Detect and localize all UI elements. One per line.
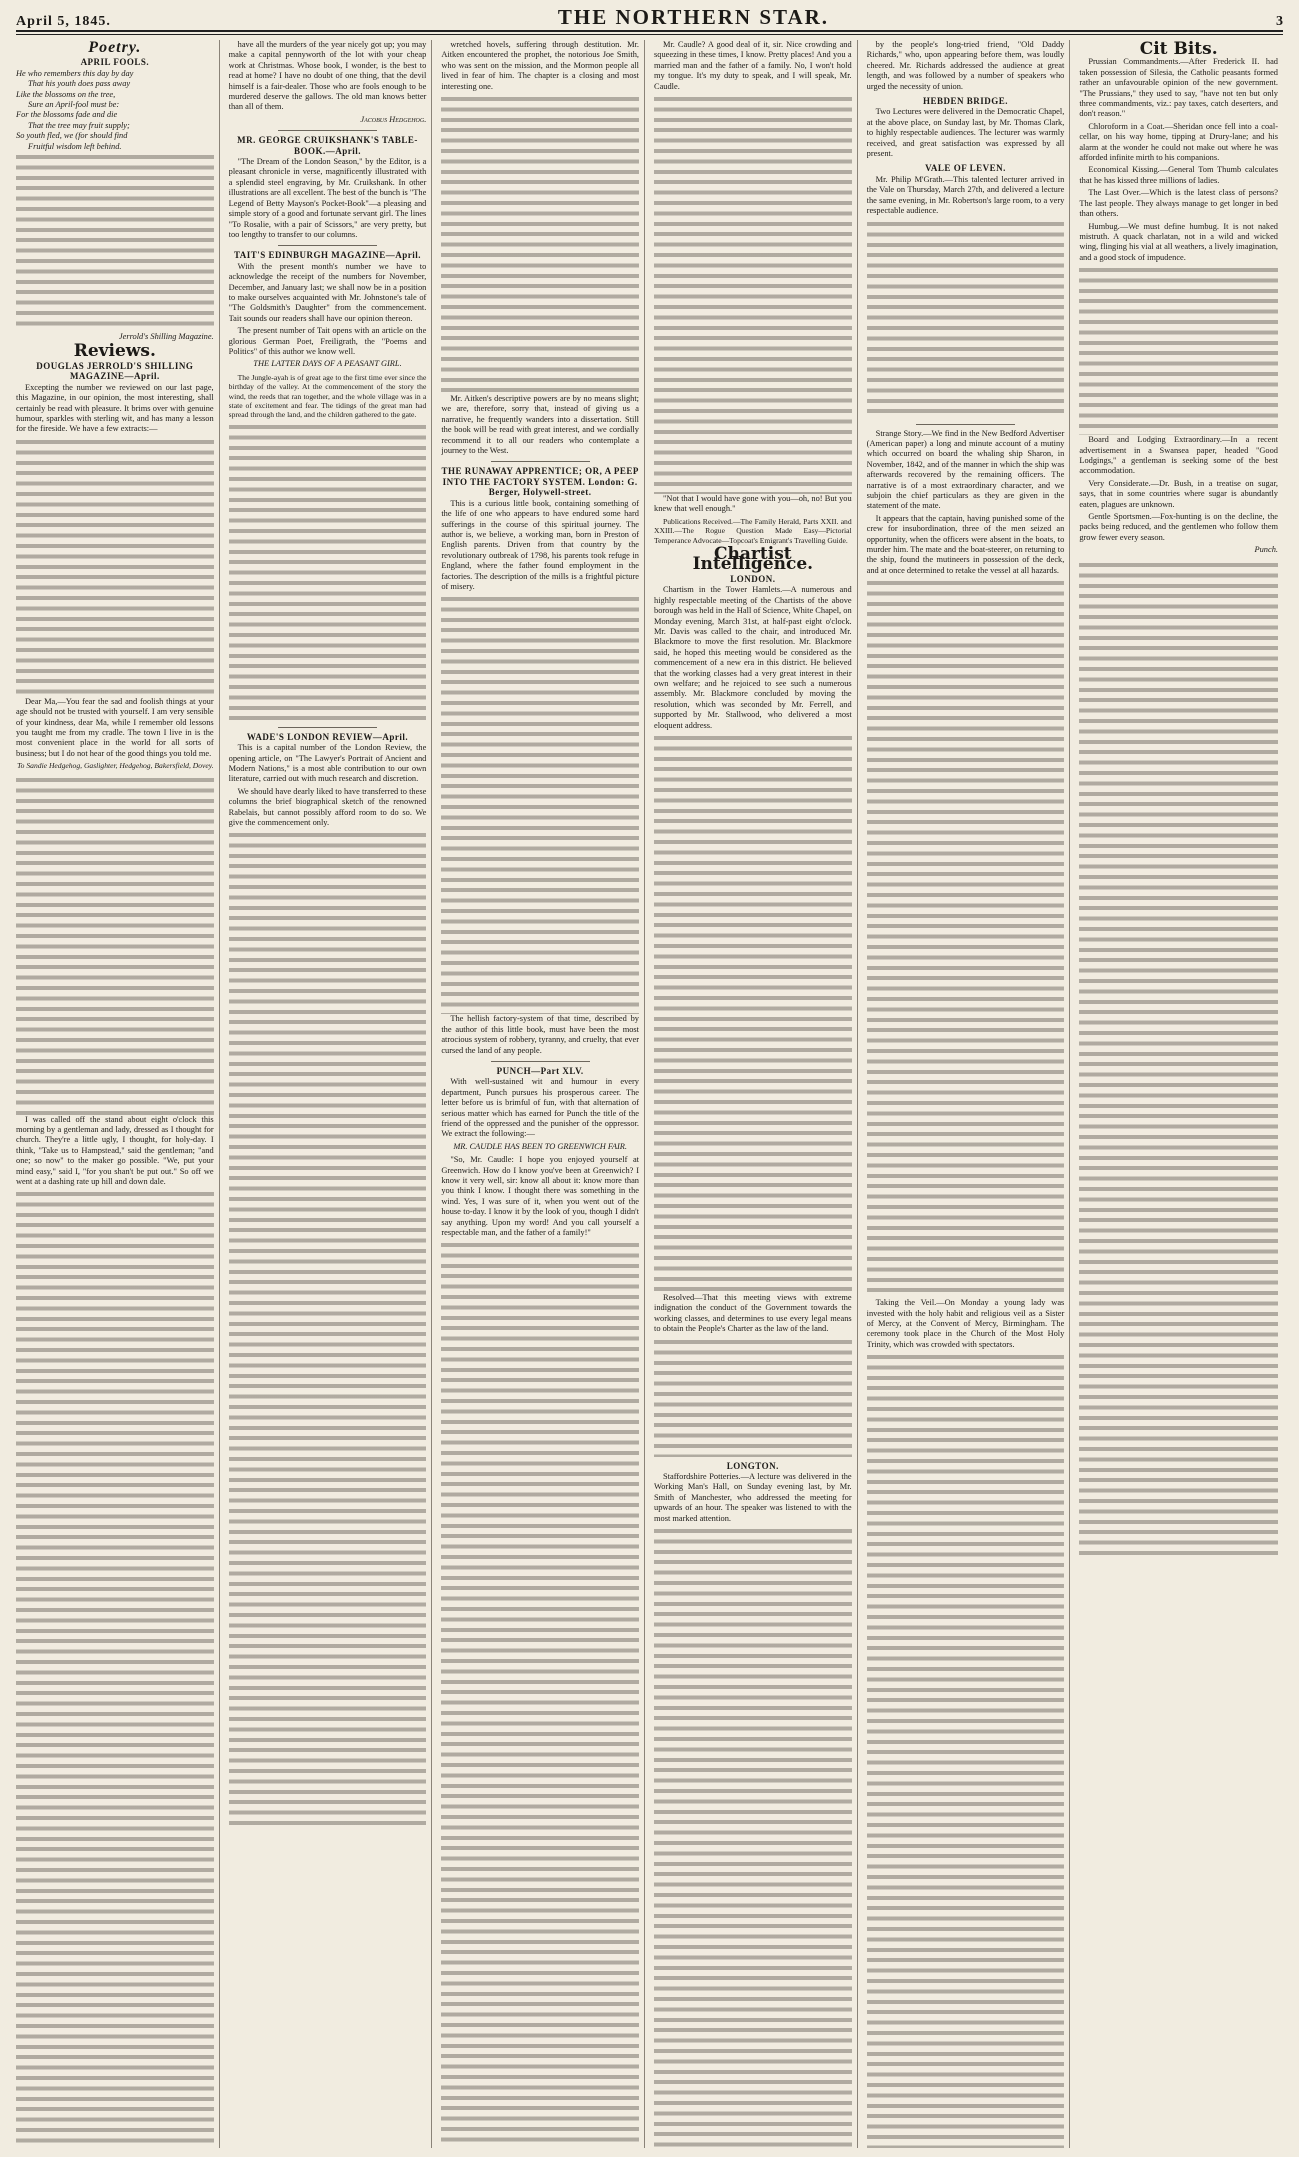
text-block	[654, 1526, 852, 2148]
columns	[16, 40, 1283, 2148]
review-title: DOUGLAS JERROLD'S SHILLING MAGAZINE—April.	[36, 360, 194, 382]
section-heading-reviews: Reviews.	[73, 341, 156, 362]
article-paragraph: "So, Mr. Caudle: I hope you enjoyed yourself at Greenwich. How do I know you've been at Greenwich? I know it very well, sir: know all about it: know more than you think I know. I thought there was something in the wind. Yes, I was sure of it, when you went out of the house to-day. I know it by the look of you, though I didn't say anything. Upon my word! And you call yourself a respectable man, and the father of a family!"	[441, 1155, 639, 1238]
location-heading: VALE OF LEVEN.	[925, 163, 1006, 174]
page-number: 3	[1276, 14, 1283, 29]
text-block	[441, 594, 639, 1014]
column-4	[654, 40, 858, 2148]
tit-bit-attribution: Punch.	[1254, 545, 1278, 555]
column-5	[867, 40, 1071, 2148]
text-block	[654, 733, 852, 1293]
signature: Jacobus Hedgehog.	[360, 114, 427, 124]
article-paragraph: With well-sustained wit and humour in every department, Punch pursues his prosperous career. The letter before us is brimful of fun, with that alternation of serious matter which has earned for Punch the title of the friend of the oppressed and the punisher of the oppressor. We extract the following:—	[441, 1077, 639, 1139]
tit-bit: Prussian Commandments.—After Frederick II. had taken possession of Silesia, the Catholic peasants formed rather an unfavourable opinion of the new government. "The Prussians," they used to say, "have not ten but only three commandments, viz.: pay taxes, catch deserters, and don't reason."	[1079, 57, 1278, 119]
column-2	[229, 40, 433, 2148]
divider	[278, 727, 377, 728]
article-paragraph: Strange Story.—We find in the New Bedford Advertiser (American paper) a long and minute account of a mutiny which occurred on board the whaling ship Sharon, in November, 1842, and of the manner in which the ship was afterwards recovered by the remaining officers. The narrative is of a most extraordinary character, and we subjoin the chief particulars as they are given in the statement of the mate.	[866, 428, 1065, 511]
text-block	[654, 94, 852, 494]
divider	[491, 1061, 590, 1062]
tit-bit: Humbug.—We must define humbug. It is not naked mistruth. A quack charlatan, not in a wild and wicked wing, flinging his vial at all weathers, a lively imagination, and a good stock of impudence.	[1079, 221, 1278, 262]
divider	[491, 461, 590, 462]
article-paragraph: We should have dearly liked to have transferred to these columns the brief biographical sketch of the renowned Rabelais, but cannot possibly afford room to do so. We give the commencement only.	[228, 786, 427, 828]
publications-received: Publications Received.—The Family Herald, Parts XXII. and XXIII.—The Rogue Question Made Easy—Pictorial Temperance Advocate—Topcoat's Emigrant's Travelling Guide.	[654, 516, 852, 545]
poem-line: That the tree may fruit supply;	[28, 120, 130, 130]
article-paragraph: have all the murders of the year nicely got up; you may make a capital pennyworth of the lot with your cheap work at Christmas. Whose book, I wonder, is the best to read at home? I have no doubt of one thing, that the devil himself is a fair-dealer. Those who are fools enough to be murdered deserve the gallows. The old man knows better than all of them.	[228, 40, 427, 112]
location-heading: LONGTON.	[726, 1460, 779, 1471]
tit-bit: Economical Kissing.—General Tom Thumb calculates that he has kissed three millions of ladies.	[1079, 165, 1278, 185]
tit-bit: Very Considerate.—Dr. Bush, in a treatise on sugar, says, that in some countries where sugar is abundantly eaten, plagues are unknown.	[1079, 478, 1278, 509]
poem-attribution: Jerrold's Shilling Magazine.	[118, 332, 214, 342]
review-paragraph: Dear Ma,—You fear the sad and foolish things at your age should not be trusted with yourself. I am very sensible of your kindness, dear Ma, while I remember old lessons you taught me from my cradle. The town I live in is the most convenient place in the world for all sorts of business; but I do not hear of the good things you told me.	[16, 696, 214, 758]
tit-bit: The Last Over.—Which is the latest class of persons? The last people. They always manage to get longer in bed than others.	[1079, 188, 1278, 219]
poem-line: Like the blossoms on the tree,	[16, 89, 116, 99]
column-1	[16, 40, 220, 2148]
letter-attribution: To Sandie Hedgehog, Gaslighter, Hedgehog, Bakersfield, Dovey.	[17, 761, 214, 771]
poem-line: So youth fled, we (for should find	[16, 131, 128, 141]
text-block	[16, 775, 214, 1115]
article-heading: PUNCH—Part XLV.	[496, 1065, 584, 1076]
article-heading: TAIT'S EDINBURGH MAGAZINE—April.	[233, 250, 422, 261]
poem-line: Fruitful wisdom left behind.	[28, 141, 122, 151]
poem-line: He who remembers this day by day	[16, 68, 134, 78]
column-3	[441, 40, 645, 2148]
masthead	[16, 6, 1283, 32]
text-block	[441, 94, 639, 394]
divider	[278, 130, 377, 131]
text-block	[229, 422, 427, 722]
article-paragraph: Staffordshire Potteries.—A lecture was delivered in the Working Man's Hall, on Sunday evening last, by Mr. Smith of Manchester, who addressed the meeting for upwards of an hour. The speaker was listened to with the most marked attention.	[654, 1472, 852, 1523]
article-paragraph: Mr. Philip M'Grath.—This talented lecturer arrived in the Vale on Thursday, March 27th, and delivered a lecture the same evening, in Mr. Robertson's large room, to a very respectable audience.	[866, 174, 1065, 216]
text-block	[654, 1337, 852, 1457]
article-paragraph: The present number of Tait opens with an article on the glorious German Poet, Freiligrath, the "Poems and Politics" of this author we know well.	[228, 326, 427, 356]
article-paragraph: Taking the Veil.—On Monday a young lady was invested with the holy habit and religious veil as a Sister of Mercy, at the Convent of Mercy, Birmingham. The ceremony took place in the Church of the Most Holy Trinity, which was crowded with spectators.	[866, 1298, 1065, 1349]
article-paragraph: "Not that I would have gone with you—oh, no! But you knew that well enough."	[654, 494, 852, 514]
text-block	[16, 1189, 214, 2148]
tit-bit: Chloroform in a Coat.—Sheridan once fell into a coal-cellar, on his way home, tipping at Drury-lane; and his alarm at the wonder he could not make out where he was afforded infinite mirth to his companions.	[1079, 121, 1278, 163]
article-paragraph: wretched hovels, suffering through destitution. Mr. Aitken encountered the prophet, the notorious Joe Smith, who was sent on the mission, and the Mormon people all lived in fear of him. The chapter is a closing and most interesting one.	[441, 40, 639, 91]
poem	[16, 69, 214, 152]
text-block	[229, 830, 427, 1830]
text-block	[867, 1352, 1065, 2148]
article-paragraph: Two Lectures were delivered in the Democratic Chapel, at the above place, on Sunday last, by Mr. Thomas Clark, to highly respectable audiences. The lecturer was warmly received, and great satisfaction was expressed by all present.	[866, 107, 1065, 159]
article-paragraph: The hellish factory-system of that time, described by the author of this little book, must have been the most atrocious system of robbery, tyranny, and cruelty, that ever cursed the land of any people.	[441, 1014, 639, 1055]
column-6	[1079, 40, 1283, 2148]
article-paragraph: by the people's long-tried friend, "Old Daddy Richards," who, upon appearing before them, was loudly cheered. Mr. Richards addressed the audience at great length, and was followed by a number of speakers who urged the necessity of union.	[866, 40, 1065, 91]
article-paragraph: The Jungle-ayah is of great age to the first time ever since the birthday of the valley. At the commencement of the story the wind, the reeds that ran together, and the whole village was in a state of excitement and fear. The tidings of the great man had spread through the land, and the children gathered to the gate.	[228, 372, 427, 420]
location-heading: LONDON.	[730, 573, 776, 584]
article-paragraph: With the present month's number we have to acknowledge the receipt of the numbers for November, December, and January last; we shall now be in a position to make ourselves acquainted with Mr. Johnstone's tale of "The Goldsmith's Daughter" from the commencement. Tait sounds our readers shall have our opinion thereon.	[228, 261, 427, 323]
review-paragraph: I was called off the stand about eight o'clock this morning by a gentleman and lady, dressed as I thought for church. They're a little ugly, I thought, for holy-day. I think, "Take us to Hampstead," said the gentleman; "and one; so now" to the maker go possible. "We, put your mind easy," said I, "for you shan't be put out." So off we went at a dashing rate up hill and down dale.	[16, 1114, 214, 1186]
poem-line: That his youth does pass away	[28, 79, 131, 89]
review-paragraph: Excepting the number we reviewed on our last page, this Magazine, in our opinion, the most interesting, shall certainly be read with pleasure. It brims over with genuine humour, sparkles with sterling wit, and has many a lesson for the fireside. We have a few extracts:—	[16, 382, 214, 434]
text-block	[867, 578, 1065, 1298]
tit-bit: Gentle Sportsmen.—Fox-hunting is on the decline, the packs being reduced, and the gentlemen who follow them grow fewer every season.	[1079, 511, 1278, 542]
article-paragraph: Chartism in the Tower Hamlets.—A numerous and highly respectable meeting of the Chartists of the above borough was held in the Hall of Science, White Chapel, on Monday evening, March 31st, at half-past eight o'clock. Mr. Davis was called to the chair, and introduced Mr. Blackmore to move the first resolution. Mr. Blackmore said, he hoped this meeting would be considered as the commencement of a new era in this district. He believed that the working classes had a very great interest in their own welfare; and he rejoiced to see such a numerous assembly. Mr. Blackmore concluded by moving the resolution, which was seconded by Mr. Ferrell, and supported by Mr. Stallwood, who delivered a most eloquent address.	[654, 585, 852, 730]
article-paragraph: This is a curious little book, containing something of the life of one who appears to have endured some hard sufferings in the course of this spiritual journey. The author is, we believe, a working man, born in Preston of English parents. Driven from that country by the revolutionary outbreak of 1798, his parents took refuge in England, where the father found employment in the factories. The description of the mills is a frightful picture of misery.	[441, 498, 639, 591]
section-heading-tit-bits: Cit Bits.	[1139, 40, 1218, 59]
issue-date: April 5, 1845.	[16, 14, 111, 29]
text-block	[867, 219, 1065, 419]
section-heading-poetry: Poetry.	[88, 40, 142, 56]
divider	[278, 245, 377, 246]
article-heading: WADE'S LONDON REVIEW—April.	[246, 731, 409, 742]
article-subheading: THE LATTER DAYS OF A PEASANT GIRL.	[253, 359, 402, 369]
article-paragraph: "The Dream of the London Season," by the Editor, is a pleasant chronicle in verse, magnificently illustrated with a splendid steel engraving, by Mr. Cruikshank. In other illustrations are all excellent. The best of the bunch is "The Legend of Betty Mayson's Pocket-Book"—a pleasing and simple story of a good and fortunate servant girl. The lines "To Rosalie, with a pair of Scissors," are very pretty, but too lengthy to transfer to our columns.	[228, 157, 427, 239]
text-block	[1079, 265, 1278, 435]
text-block	[1079, 560, 1278, 1560]
article-paragraph: Mr. Caudle? A good deal of it, sir. Nice crowding and squeezing in these times, I know. Pretty places! And you a married man and the father of a family. No, I won't hold my tongue. It's my duty to speak, and I will speak, Mr. Caudle.	[654, 40, 852, 91]
poem-line: Sure an April-fool must be:	[28, 100, 120, 110]
poem-title: APRIL FOOLS.	[80, 57, 150, 68]
article-heading: MR. GEORGE CRUIKSHANK'S TABLE-BOOK.—April.	[237, 135, 418, 156]
article-heading: THE RUNAWAY APPRENTICE; OR, A PEEP INTO THE FACTORY SYSTEM. London: G. Berger, Holywell-street.	[441, 466, 639, 498]
tit-bit: Board and Lodging Extraordinary.—In a recent advertisement in a Swansea paper, headed "Good Lodgings," a gentleman is seeking some of the best accommodation.	[1079, 435, 1278, 476]
section-heading-chartist: Chartist Intelligence.	[692, 544, 814, 575]
newspaper-title: THE NORTHERN STAR.	[557, 5, 830, 29]
article-subheading: MR. CAUDLE HAS BEEN TO GREENWICH FAIR.	[453, 1141, 628, 1151]
article-paragraph: This is a capital number of the London Review, the opening article, on "The Lawyer's Portrait of Ancient and Modern Nations," is a most able contribution to our own literature, carried out with much research and discretion.	[228, 743, 427, 784]
text-block	[16, 152, 214, 332]
poem-line: For the blossoms fade and die	[16, 110, 118, 120]
masthead-rule	[16, 34, 1283, 35]
text-block	[16, 437, 214, 697]
text-block	[441, 1240, 639, 2148]
location-heading: HEBDEN BRIDGE.	[922, 96, 1008, 107]
article-paragraph: It appears that the captain, having punished some of the crew for insubordination, three of the men seized an opportunity, when the officers were absent in the boats, to murder him. The mate and the boat-steerer, on returning to the ship, found the mutineers in possession of the deck, and at once determined to retake the vessel at all hazards.	[866, 513, 1065, 575]
article-paragraph: Resolved—That this meeting views with extreme indignation the conduct of the Government towards the working classes, and determines to use every legal means to obtain the People's Charter as the law of the land.	[654, 1292, 852, 1334]
article-paragraph: Mr. Aitken's descriptive powers are by no means slight; we are, therefore, sorry that, instead of giving us a narrative, he frequently wanders into a dissertation. Still the book will be read with great interest, and we cordially recommend it to all our readers who contemplate a journey to the West.	[441, 394, 639, 456]
divider	[916, 424, 1015, 425]
